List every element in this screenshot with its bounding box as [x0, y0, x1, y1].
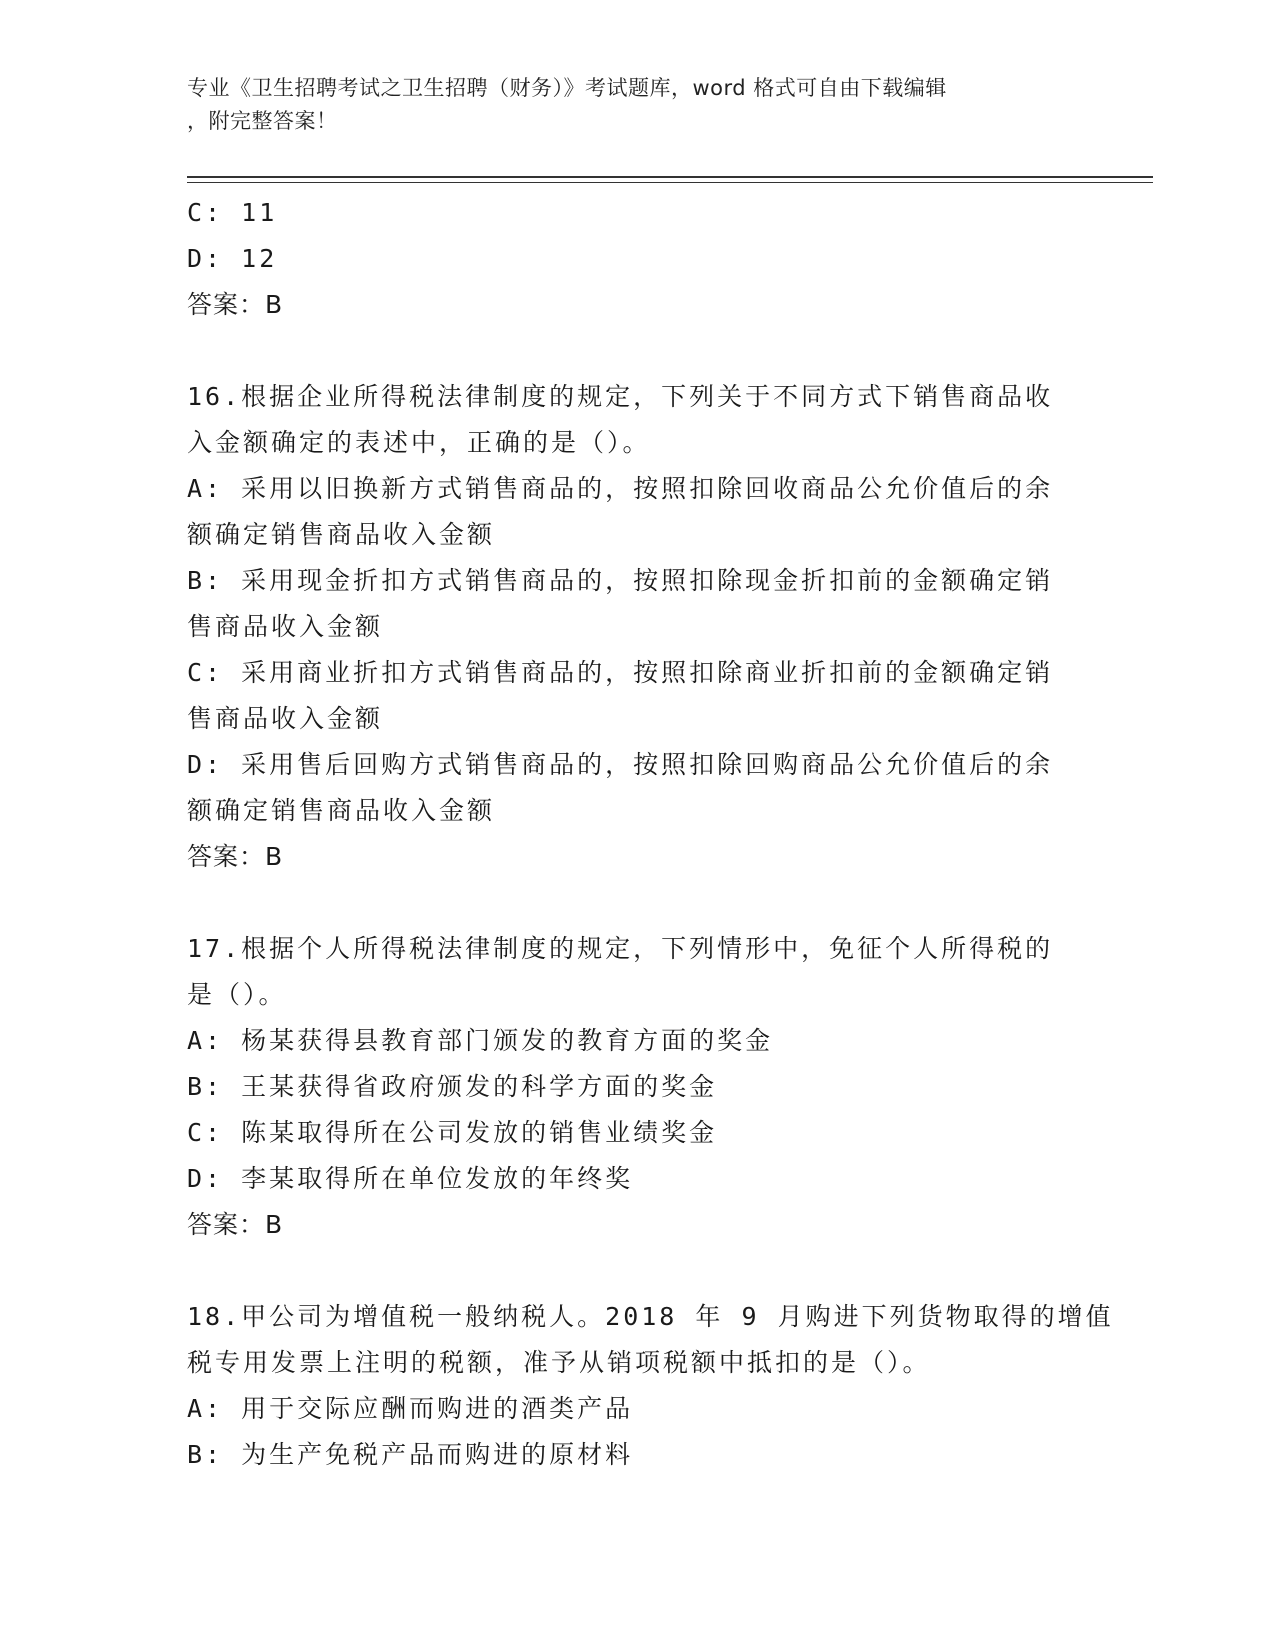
option-b: B: 王某获得省政府颁发的科学方面的奖金 — [187, 1072, 718, 1101]
spacer — [187, 880, 1087, 926]
option-c: 售商品收入金额 — [187, 704, 384, 733]
option-a: 额确定销售商品收入金额 — [187, 520, 496, 549]
header-divider-thin — [187, 182, 1153, 183]
spacer — [187, 1248, 1087, 1294]
option-d: D: 采用售后回购方式销售商品的，按照扣除回购商品公允价值后的余 — [187, 750, 1054, 779]
document-header — [187, 72, 1067, 138]
option-c: C: 陈某取得所在公司发放的销售业绩奖金 — [187, 1118, 718, 1147]
question-content — [187, 190, 1114, 1478]
question-stem: 18.甲公司为增值税一般纳税人。2018 年 9 月购进下列货物取得的增值 — [187, 1302, 1114, 1331]
answer: 答案：B — [187, 842, 284, 871]
question-16 — [187, 374, 1087, 880]
option-d: 额确定销售商品收入金额 — [187, 796, 496, 825]
answer: 答案：B — [187, 290, 284, 319]
question-18 — [187, 1294, 1114, 1478]
question-stem: 17.根据个人所得税法律制度的规定，下列情形中，免征个人所得税的 — [187, 934, 1054, 963]
question-stem: 税专用发票上注明的税额，准予从销项税额中抵扣的是（）。 — [187, 1348, 931, 1377]
header-divider-thick — [187, 176, 1153, 178]
option-b: B: 为生产免税产品而购进的原材料 — [187, 1440, 634, 1469]
question-stem: 入金额确定的表述中，正确的是（）。 — [187, 428, 651, 457]
question-stem: 16.根据企业所得税法律制度的规定，下列关于不同方式下销售商品收 — [187, 382, 1054, 411]
header-line-2: ，附完整答案！ — [187, 109, 338, 133]
option-b: 售商品收入金额 — [187, 612, 384, 641]
option-a: A: 用于交际应酬而购进的酒类产品 — [187, 1394, 634, 1423]
option-d: D: 12 — [187, 244, 278, 273]
question-17 — [187, 926, 1087, 1248]
question-15-tail — [187, 190, 1087, 328]
spacer — [187, 328, 1087, 374]
option-b: B: 采用现金折扣方式销售商品的，按照扣除现金折扣前的金额确定销 — [187, 566, 1054, 595]
option-a: A: 采用以旧换新方式销售商品的，按照扣除回收商品公允价值后的余 — [187, 474, 1054, 503]
question-stem: 是（）。 — [187, 980, 287, 1009]
option-c: C: 采用商业折扣方式销售商品的，按照扣除商业折扣前的金额确定销 — [187, 658, 1054, 687]
option-d: D: 李某取得所在单位发放的年终奖 — [187, 1164, 634, 1193]
answer: 答案：B — [187, 1210, 284, 1239]
header-line-1: 专业《卫生招聘考试之卫生招聘（财务）》考试题库，word 格式可自由下载编辑 — [187, 76, 947, 100]
option-a: A: 杨某获得县教育部门颁发的教育方面的奖金 — [187, 1026, 774, 1055]
option-c: C: 11 — [187, 198, 278, 227]
